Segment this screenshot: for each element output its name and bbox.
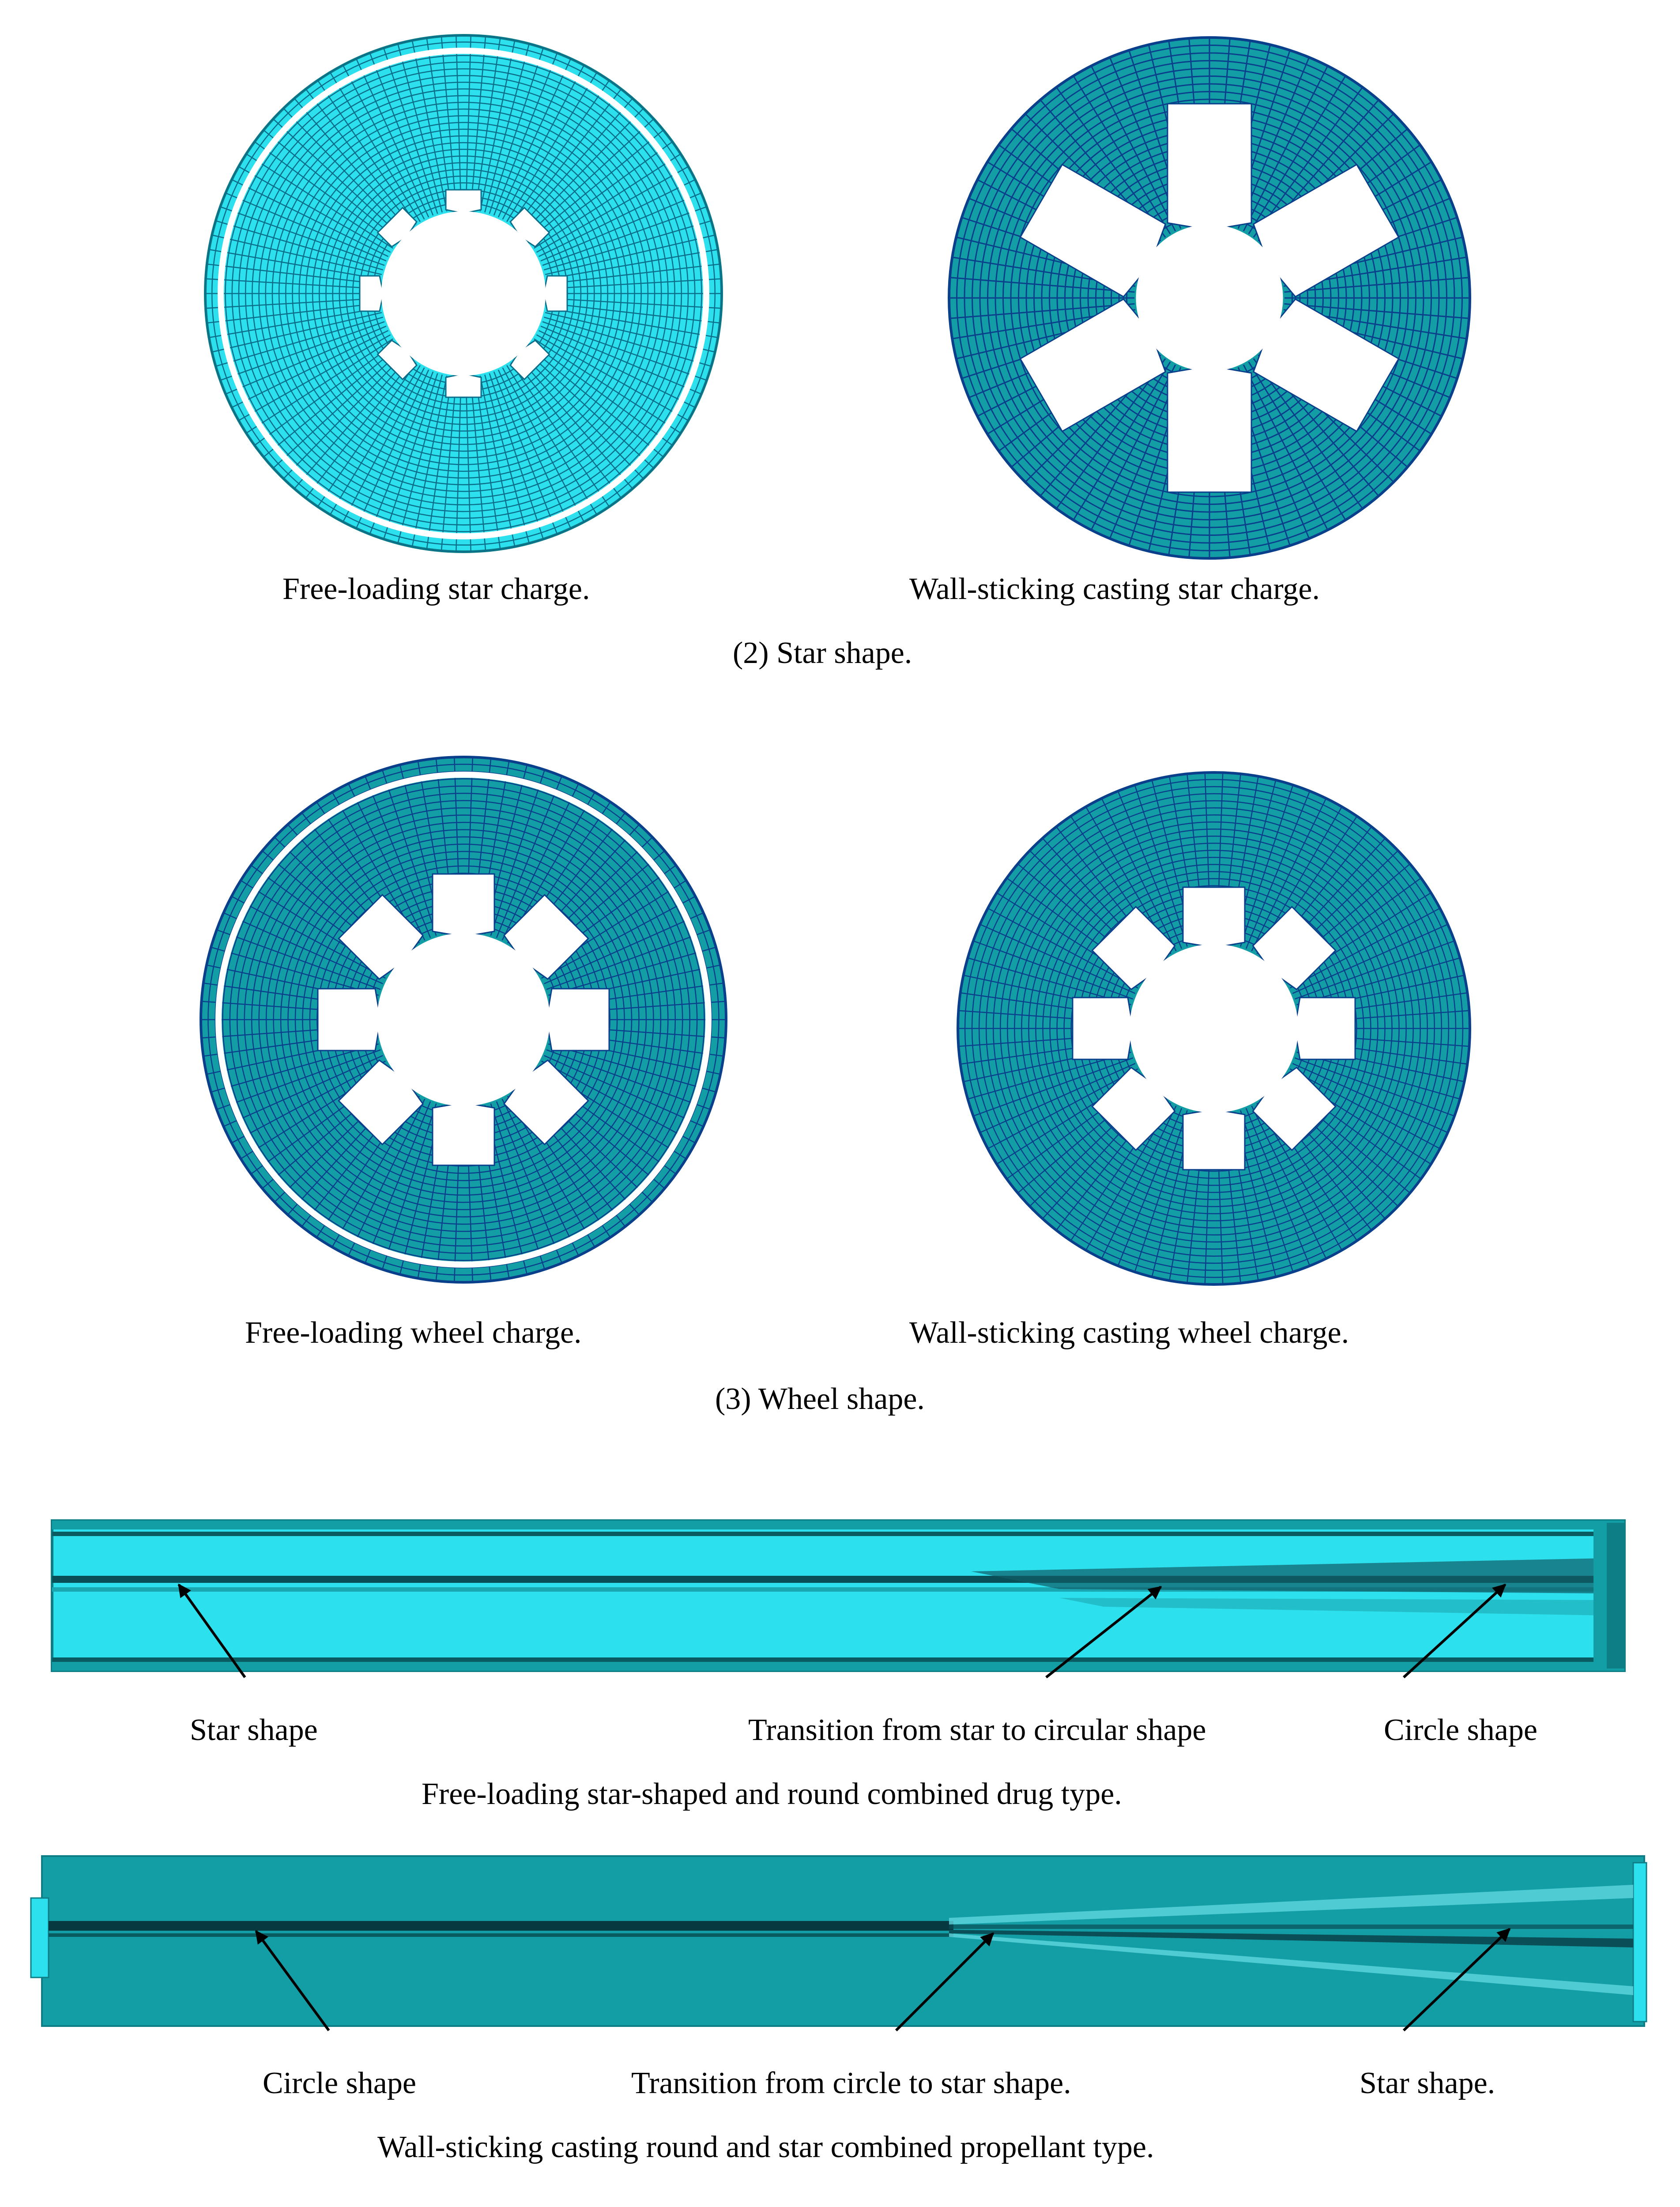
- free-loading-star-charge-mesh: [205, 35, 722, 552]
- caption-wall-sticking-star: Wall-sticking casting star charge.: [909, 572, 1320, 606]
- bar1-caption: Free-loading star-shaped and round combined drug type.: [422, 1777, 1122, 1811]
- caption-free-loading-star: Free-loading star charge.: [283, 572, 590, 606]
- bar1-label-star-shape: Star shape: [190, 1713, 318, 1747]
- caption-free-loading-wheel: Free-loading wheel charge.: [245, 1316, 582, 1350]
- bar1-free-loading-combined-grain: [52, 1521, 1624, 1671]
- bar1-label-circle-shape: Circle shape: [1384, 1713, 1537, 1747]
- wall-sticking-star-charge-mesh: [949, 38, 1470, 558]
- bar2-caption: Wall-sticking casting round and star combined propellant type.: [377, 2130, 1154, 2164]
- bar2-label-star-shape: Star shape.: [1360, 2066, 1495, 2100]
- free-loading-wheel-charge-mesh: [201, 757, 726, 1282]
- section-title-wheel-shape: (3) Wheel shape.: [715, 1382, 925, 1416]
- bar1-label-transition: Transition from star to circular shape: [748, 1713, 1206, 1747]
- section-title-star-shape: (2) Star shape.: [733, 636, 912, 670]
- caption-wall-sticking-wheel: Wall-sticking casting wheel charge.: [909, 1316, 1349, 1350]
- bar2-wall-sticking-combined-grain: [31, 1856, 1646, 2026]
- wall-sticking-wheel-charge-mesh: [958, 772, 1470, 1284]
- bar2-label-circle-shape: Circle shape: [263, 2066, 416, 2100]
- bar2-label-transition: Transition from circle to star shape.: [631, 2066, 1071, 2100]
